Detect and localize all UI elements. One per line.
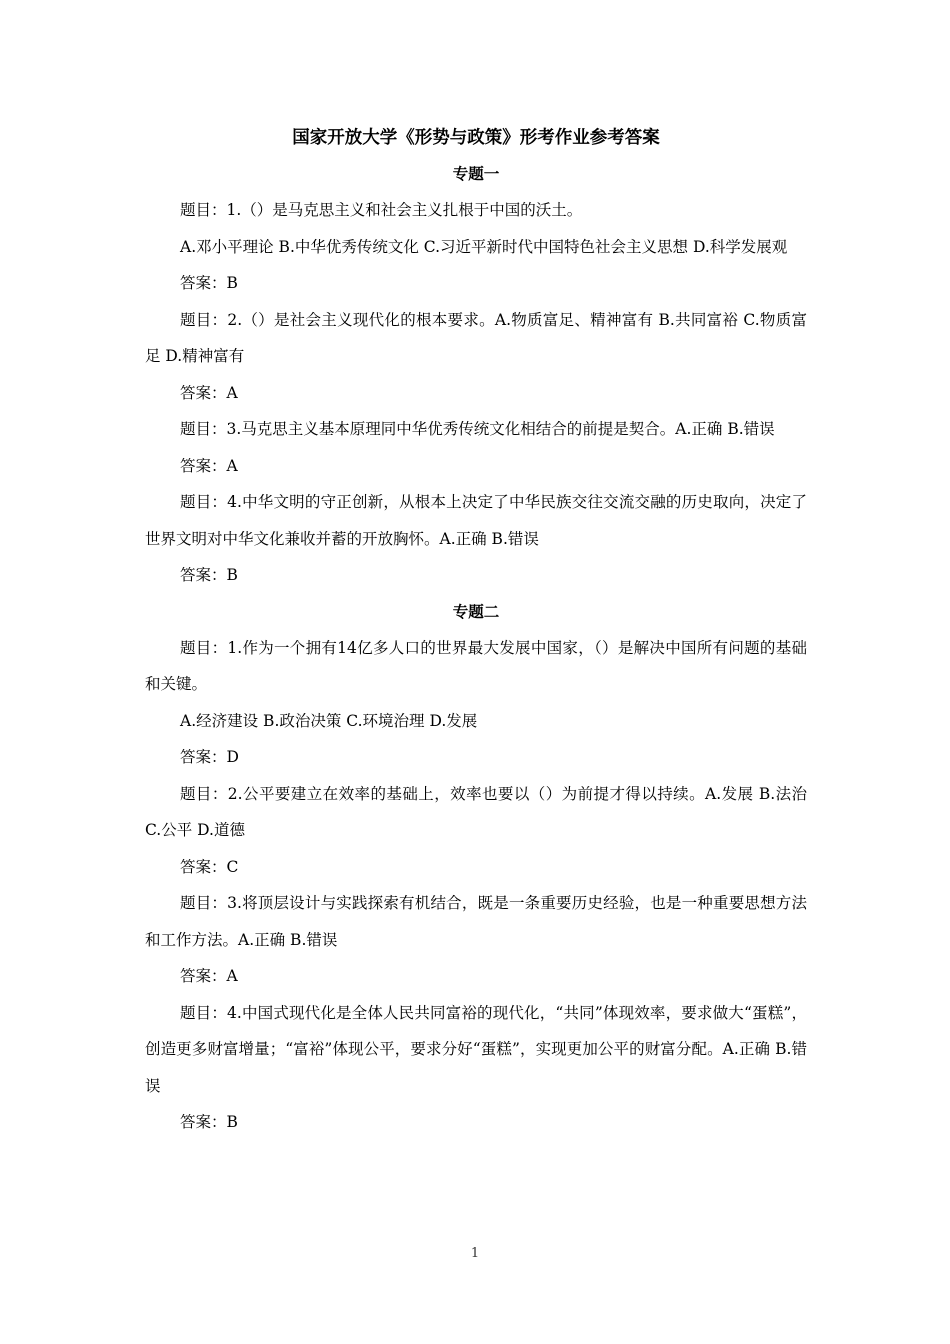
question-text: 题目：3.将顶层设计与实践探索有机结合，既是一条重要历史经验，也是一种重要思想方法和工作方法。A.正确 B.错误 <box>145 894 807 949</box>
document-body <box>145 120 807 1141</box>
answer-text: 答案：C <box>180 857 239 876</box>
answer-text: 答案：A <box>180 967 238 985</box>
answer-text: 答案：B <box>180 274 238 292</box>
document-title: 国家开放大学《形势与政策》形考作业参考答案 <box>292 128 660 148</box>
question-text: 题目：4.中国式现代化是全体人民共同富裕的现代化，“共同”体现效率，要求做大“蛋糕”，创造更多财富增量；“富裕”体现公平，要求分好“蛋糕”，实现更加公平的财富分配。A.正确 B.错误 <box>145 1003 807 1095</box>
section-heading-1: 专题一 <box>452 165 500 183</box>
question-text: 题目：2.公平要建立在效率的基础上，效率也要以（）为前提才得以持续。A.发展 B.法治 C.公平 D.道德 <box>145 784 807 839</box>
question-options: A.经济建设 B.政治决策 C.环境治理 D.发展 <box>180 711 478 730</box>
question-text: 题目：1.作为一个拥有14亿多人口的世界最大发展中国家，（）是解决中国所有问题的基础和关键。 <box>145 638 807 693</box>
answer-text: 答案：B <box>180 566 238 584</box>
question-text: 题目：1.（）是马克思主义和社会主义扎根于中国的沃土。 <box>180 201 583 219</box>
answer-text: 答案：D <box>180 748 239 766</box>
section-heading-2: 专题二 <box>452 602 500 621</box>
question-text: 题目：2.（）是社会主义现代化的根本要求。A.物质富足、精神富有 B.共同富裕 C.物质富足 D.精神富有 <box>145 310 807 365</box>
question-text: 题目：4.中华文明的守正创新，从根本上决定了中华民族交往交流交融的历史取向，决定了世界文明对中华文化兼收并蓄的开放胸怀。A.正确 B.错误 <box>145 493 807 548</box>
page-number: 1 <box>470 1246 480 1261</box>
question-options: A.邓小平理论 B.中华优秀传统文化 C.习近平新时代中国特色社会主义思想 D.科学发展观 <box>180 237 788 256</box>
question-text: 题目：3.马克思主义基本原理同中华优秀传统文化相结合的前提是契合。A.正确 B.错误 <box>180 420 775 438</box>
answer-text: 答案：A <box>180 383 238 402</box>
answer-text: 答案：B <box>180 1113 238 1131</box>
answer-text: 答案：A <box>180 456 238 475</box>
